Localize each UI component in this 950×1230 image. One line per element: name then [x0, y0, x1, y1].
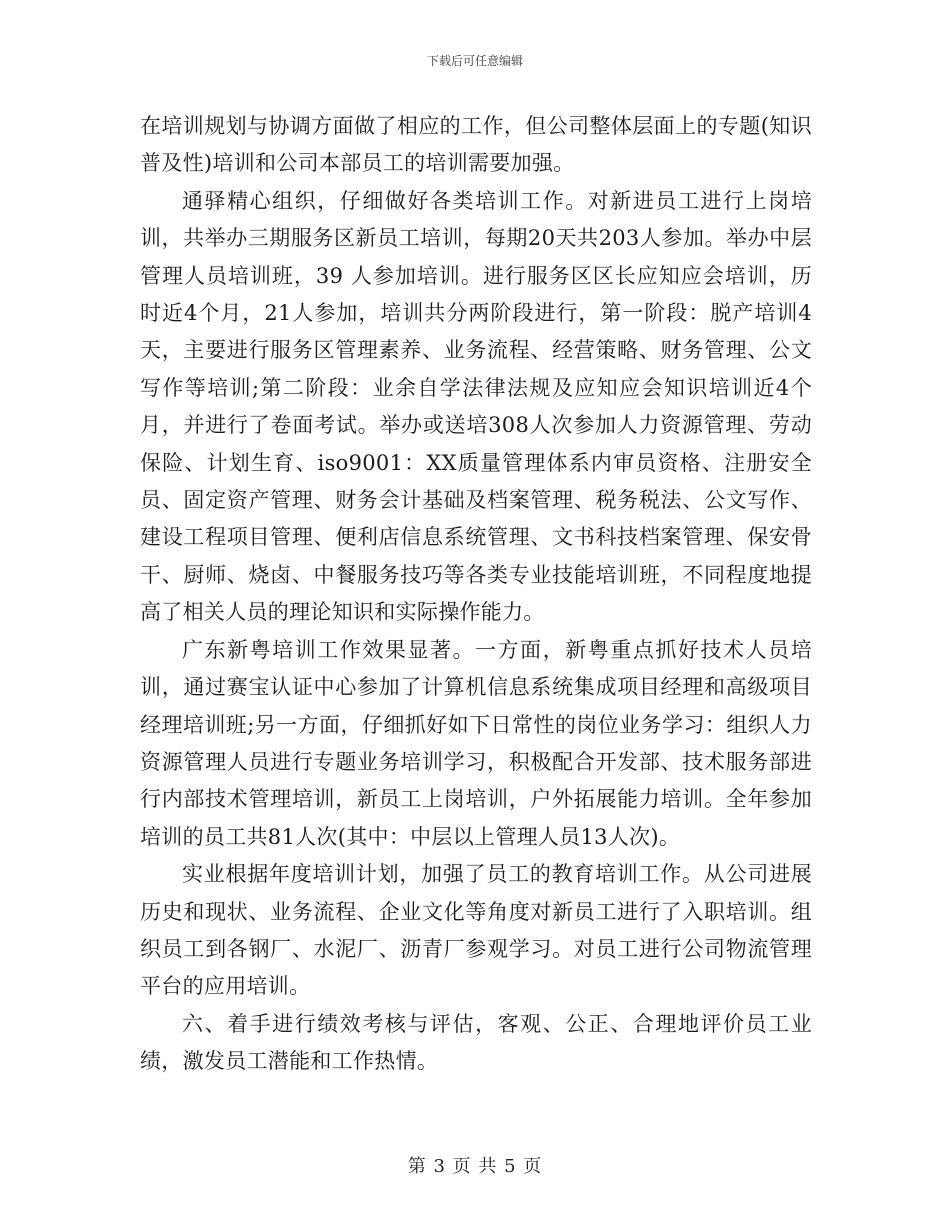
- paragraph-continuation: 在培训规划与协调方面做了相应的工作，但公司整体层面上的专题(知识普及性)培训和公司本部员工的培训需要加强。: [140, 114, 812, 176]
- paragraph-shiye-training: 实业根据年度培训计划，加强了员工的教育培训工作。从公司进展历史和现状、业务流程、企业文化等角度对新员工进行了入职培训。组织员工到各钢厂、水泥厂、沥青厂参观学习。对员工进行公司物流管理平台的应用培训。: [140, 862, 812, 999]
- paragraph-xinyue-training: 广东新粤培训工作效果显著。一方面，新粤重点抓好技术人员培训，通过赛宝认证中心参加了计算机信息系统集成项目经理和高级项目经理培训班;另一方面，仔细抓好如下日常性的岗位业务学习：组织人力资源管理人员进行专题业务培训学习，积极配合开发部、技术服务部进行内部技术管理培训，新员工上岗培训，户外拓展能力培训。全年参加培训的员工共81人次(其中：中层以上管理人员13人次)。: [140, 637, 812, 849]
- paragraph-section-six: 六、着手进行绩效考核与评估，客观、公正、合理地评价员工业绩，激发员工潜能和工作热情。: [140, 1011, 812, 1074]
- paragraph-tongyi-training: 通驿精心组织，仔细做好各类培训工作。对新进员工进行上岗培训，共举办三期服务区新员工培训，每期20天共203人参加。举办中层管理人员培训班，39 人参加培训。进行服务区区长应知应会培训，历时近4个月，21人参加，培训共分两阶段进行，第一阶段：脱产培训4天，主要进行服务区管理素养、业务流程、经营策略、财务管理、公文写作等培训;第二阶段：业余自学法律法规及应知应会知识培训近4个月，并进行了卷面考试。举办或送培308人次参加人力资源管理、劳动保险、计划生育、iso9001：XX质量管理体系内审员资格、注册安全员、固定资产管理、财务会计基础及档案管理、税务税法、公文写作、建设工程项目管理、便利店信息系统管理、文书科技档案管理、保安骨干、厨师、烧卤、中餐服务技巧等各类专业技能培训班，不同程度地提高了相关人员的理论知识和实际操作能力。: [140, 188, 812, 625]
- document-body: [140, 108, 812, 1081]
- page-number-footer: 第 3 页 共 5 页: [407, 1156, 543, 1177]
- page-header-note: 下载后可任意编辑: [426, 54, 523, 68]
